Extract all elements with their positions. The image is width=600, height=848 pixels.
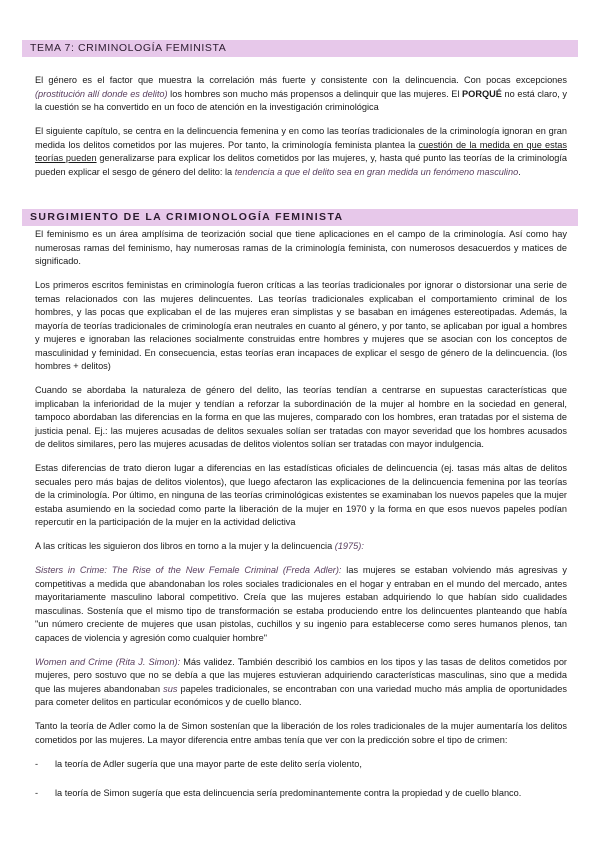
section-title: SURGIMIENTO DE LA CRIMIONOLOGÍA FEMINISTA — [30, 211, 344, 223]
paragraph-treatment-differences: Estas diferencias de trato dieron lugar a diferencias en las estadísticas oficiales de delincuencia (ej. tasas más altas de delitos secuales pero más bajas de delitos violentos), que luego afectaron las explicaciones de la delincuencia femenina por las teorías de la criminología. Por último, en ninguna de las teorías criminológicas existentes se examinaban los nuevos papeles que la mujer estaba asumiendo en la sociedad como parte la liberación de la mujer en 1970 y la forma en que esos nuevos papeles podían repercutir en la participación de la mujer en la actividad delictiva — [35, 463, 567, 527]
paragraph-chapter-focus — [35, 125, 567, 179]
text-run: El siguiente capítulo, se centra en la delincuencia femenina y en como las teorías tradicionales de la criminología ignoran en gran medida los delitos cometidos por las mujeres. Por tanto, la criminología feminista plantea la — [35, 126, 567, 150]
prediction-list — [35, 758, 567, 801]
text-run-italic: (1975): — [334, 541, 364, 551]
text-run: papeles tradicionales, se encontraban con una variedad mucho más amplia de oportunidades para cometer delitos en particular económicos y de cuello blanco. — [35, 683, 567, 707]
text-run: las mujeres se estaban volviendo más agresivas y competitivas a medida que abandonaban los roles sociales tradicionales en el hogar y entraban en el mundo del mercado, antes mayoritariamente masculino laboral competitivo. Creía que las mujeres estaban adquiriendo lo que habían sido cualidades masculinas. Sostenía que el mismo tipo de transformación se estaba produciendo entre los delincuentes planteando que había "un número creciente de mujeres que usan pistolas, cuchillos y su ingenio para establecerse como seres humanos plenos, tan capaces de violencia y agresión como cualquier hombre" — [35, 565, 567, 643]
text-run: no está claro, y la cuestión se ha convertido en un foco de atención en la investigación criminológica — [35, 88, 567, 112]
book-title-adler: Sisters in Crime: The Rise of the New Female Criminal (Freda Adler): — [35, 565, 342, 575]
text-run-underline: cuestión de la medida en que estas teorías pueden — [35, 139, 567, 163]
text-run-italic: sus — [163, 683, 178, 694]
text-run: generalizarse para explicar los delitos cometidos por las mujeres, y, hasta qué punto las teorías de la criminología pueden explicar el sesgo de género del delito: la — [35, 153, 567, 177]
paragraph-two-books — [35, 540, 567, 554]
paragraph-early-writings: Los primeros escritos feministas en criminología fueron críticas a las teorías tradicionales por ignorar o distorsionar una serie de temas relacionados con las mujeres delincuentes. Las teorías tradicionales explicaban el comportamiento criminal de los hombres, y las pocas que explicaban el de las mujeres eran simplistas y se basaban en imágenes estereotipadas. Además, la mayoría de teorías tradicionales de criminología eran neutrales en cuanto al género, y por tanto, se aplicaban por igual a hombres y mujeres e ignoraban las relaciones socialmente construidas entre hombres y mujeres que se asocian con los conceptos de masculinidad y feminidad. En consecuencia, estas teorías eran incapaces de explicar el sesgo de género de la delincuencia. (los hombres + delitos) — [35, 280, 567, 371]
section-1-body — [35, 74, 567, 190]
text-run: El género es el factor que muestra la correlación más fuerte y consistente con la delincuencia. Con pocas excepciones — [35, 75, 567, 85]
section-header-surgimiento — [22, 209, 578, 226]
book-title-simon: Women and Crime (Rita J. Simon): — [35, 656, 181, 667]
text-run-italic: (prostitución allí donde es delito) — [35, 88, 168, 99]
paragraph-gender-nature: Cuando se abordaba la naturaleza de género del delito, las teorías tendían a centrarse en supuestas características que implicaban la inferioridad de la mujer y tendían a reforzar la subordinación de la mujer al hombre en la sociedad en general, tampoco abordaban las diferencias en la forma en que las mujeres, comparado con los hombres, eran tratadas por el sistema de justicia penal. Ej.: las mujeres acusadas de delitos sexuales solían ser tratadas con mayor severidad que los hombres acusados de delitos similares, pero las mujeres acusadas de delitos violentos solían ser tratadas con mayor indulgencia. — [35, 385, 567, 449]
paragraph-simon — [35, 656, 567, 710]
text-run: A las críticas les siguieron dos libros en torno a la mujer y la delincuencia — [35, 541, 335, 551]
text-run: Más validez. También describió los cambios en los tipos y las tasas de delitos cometidos por mujeres, pero sostuvo que no se debía a que las mujeres estuvieran adquiriendo características masculinas, sino que a medida que las mujeres abandonaban — [35, 656, 567, 694]
list-item: - la teoría de Simon sugería que esta delincuencia sería predominantemente contra la propiedad y de cuello blanco. — [35, 787, 567, 801]
list-item: - la teoría de Adler sugería que una mayor parte de este delito sería violento, — [35, 758, 567, 772]
text-run: los hombres son mucho más propensos a delinquir que las mujeres. El — [167, 88, 463, 99]
paragraph-comparison: Tanto la teoría de Adler como la de Simon sostenían que la liberación de los roles tradicionales de la mujer aumentaría los delitos cometidos por las mujeres. La mayor diferencia entre ambas tenía que ver con la predicción sobre el tipo de crimen: — [35, 721, 567, 745]
section-header-tema7 — [22, 40, 578, 57]
paragraph-adler — [35, 564, 567, 645]
section-title: TEMA 7: CRIMINOLOGÍA FEMINISTA — [30, 42, 227, 54]
text-run-italic: tendencia a que el delito sea en gran medida un fenómeno masculino — [234, 166, 519, 177]
section-2-body — [35, 228, 567, 817]
text-run: . — [518, 166, 521, 177]
paragraph-feminism: El feminismo es un área amplísima de teorización social que tiene aplicaciones en el campo de la criminología. Así como hay numerosas ramas del feminismo, hay numerosas ramas de la criminología feminista, con numerosos desacuerdos y matices de significado. — [35, 229, 567, 266]
text-run-bold: PORQUÉ — [462, 88, 502, 99]
paragraph-gender-factor — [35, 74, 567, 115]
